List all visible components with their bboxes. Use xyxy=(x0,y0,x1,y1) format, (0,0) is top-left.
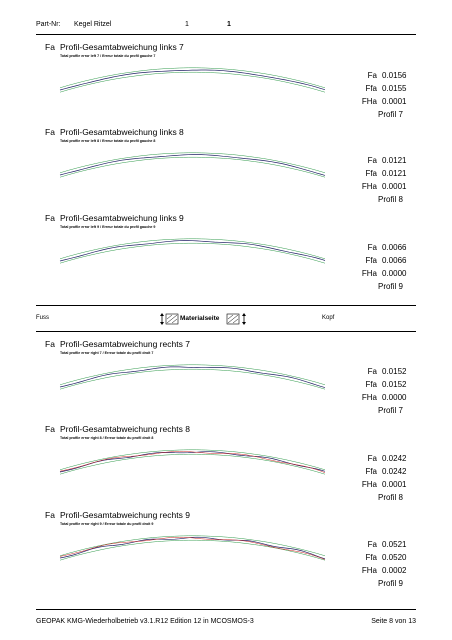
part-number-label: Part-Nr: xyxy=(36,21,61,28)
tolerance-upper-line xyxy=(60,536,325,556)
value-label: FHa xyxy=(361,182,377,191)
measured-profile-line xyxy=(60,367,325,388)
footer-program-info: GEOPAK KMG-Wiederholbetrieb v3.1.R12 Edition 12 in MCOSMOS-3 xyxy=(36,618,254,625)
material-side-label: Materialseite xyxy=(180,315,220,322)
value-label: Fa xyxy=(367,454,377,463)
material-side-indicator xyxy=(160,313,246,325)
value-number: 0.0121 xyxy=(382,169,407,178)
section-title xyxy=(45,127,184,137)
section-subtitle: Total profile error right 7 / Erreur totale du profil droit 7 xyxy=(60,351,154,355)
section-title xyxy=(45,213,184,223)
value-number: 0.0152 xyxy=(382,380,407,389)
middle-divider-top xyxy=(36,305,416,306)
section-title-text: Profil-Gesamtabweichung links 8 xyxy=(60,127,184,137)
profile-plot xyxy=(55,357,340,397)
measured-profile-line xyxy=(60,70,325,90)
section-title xyxy=(45,339,190,349)
profile-label: Profil 9 xyxy=(378,282,403,291)
tolerance-upper-line xyxy=(60,239,325,259)
value-number: 0.0001 xyxy=(382,97,407,106)
profile-label: Profil 7 xyxy=(378,406,403,415)
value-number: 0.0152 xyxy=(382,367,407,376)
value-label: Ffa xyxy=(365,256,377,265)
value-number: 0.0155 xyxy=(382,84,407,93)
value-number: 0.0121 xyxy=(382,156,407,165)
profile-label: Profil 7 xyxy=(378,110,403,119)
section-fa-label: Fa xyxy=(45,339,55,349)
section-title-text: Profil-Gesamtabweichung rechts 7 xyxy=(60,339,190,349)
value-number: 0.0066 xyxy=(382,256,407,265)
section-subtitle: Total profile error right 8 / Erreur totale du profil droit 8 xyxy=(60,436,154,440)
value-number: 0.0520 xyxy=(382,553,407,562)
value-number: 0.0001 xyxy=(382,480,407,489)
fuss-label: Fuss xyxy=(36,315,50,321)
section-fa-label: Fa xyxy=(45,127,55,137)
kopf-label: Kopf xyxy=(322,315,335,321)
section-title-text: Profil-Gesamtabweichung rechts 8 xyxy=(60,424,190,434)
value-label: FHa xyxy=(361,393,377,402)
value-label: Ffa xyxy=(365,467,377,476)
header-divider xyxy=(36,34,416,35)
tolerance-lower-line xyxy=(60,157,325,177)
value-number: 0.0001 xyxy=(382,182,407,191)
profile-label: Profil 8 xyxy=(378,195,403,204)
value-number: 0.0002 xyxy=(382,566,407,575)
section-title-text: Profil-Gesamtabweichung links 9 xyxy=(60,213,184,223)
value-number: 0.0000 xyxy=(382,269,407,278)
measured-profile-line xyxy=(60,241,325,261)
value-label: Fa xyxy=(367,71,377,80)
profile-label: Profil 8 xyxy=(378,493,403,502)
section-fa-label: Fa xyxy=(45,42,55,52)
value-label: FHa xyxy=(361,480,377,489)
section-title xyxy=(45,510,190,520)
tolerance-lower-line xyxy=(60,454,325,474)
profile-label: Profil 9 xyxy=(378,579,403,588)
profile-plot xyxy=(55,60,340,100)
tolerance-lower-line xyxy=(60,540,325,560)
value-label: Ffa xyxy=(365,84,377,93)
tolerance-upper-line xyxy=(60,68,325,88)
section-title-text: Profil-Gesamtabweichung rechts 9 xyxy=(60,510,190,520)
profile-plot xyxy=(55,231,340,271)
section-title xyxy=(45,424,190,434)
part-name: Kegel Ritzel xyxy=(74,21,112,28)
section-fa-label: Fa xyxy=(45,510,55,520)
value-label: Ffa xyxy=(365,553,377,562)
value-label: Fa xyxy=(367,243,377,252)
measured-profile-line xyxy=(60,155,325,176)
value-label: Fa xyxy=(367,367,377,376)
section-fa-label: Fa xyxy=(45,213,55,223)
error-profile-line xyxy=(60,537,325,559)
tolerance-lower-line xyxy=(60,243,325,263)
header-value-1: 1 xyxy=(185,21,189,28)
value-number: 0.0242 xyxy=(382,454,407,463)
value-number: 0.0156 xyxy=(382,71,407,80)
footer-page-number: Seite 8 von 13 xyxy=(371,618,416,625)
value-label: FHa xyxy=(361,566,377,575)
section-title xyxy=(45,42,184,52)
value-label: Ffa xyxy=(365,169,377,178)
section-title-text: Profil-Gesamtabweichung links 7 xyxy=(60,42,184,52)
tolerance-upper-line xyxy=(60,153,325,173)
footer-divider xyxy=(36,609,416,610)
value-number: 0.0521 xyxy=(382,540,407,549)
section-subtitle: Total profile error right 9 / Erreur totale du profil droit 9 xyxy=(60,522,154,526)
middle-divider-bottom xyxy=(36,331,416,332)
value-label: Fa xyxy=(367,540,377,549)
value-number: 0.0000 xyxy=(382,393,407,402)
value-number: 0.0242 xyxy=(382,467,407,476)
profile-plot xyxy=(55,442,340,482)
value-number: 0.0066 xyxy=(382,243,407,252)
section-fa-label: Fa xyxy=(45,424,55,434)
section-subtitle: Total profile error left 8 / Erreur totale du profil gauche 8 xyxy=(60,139,156,143)
tolerance-lower-line xyxy=(60,369,325,389)
value-label: Ffa xyxy=(365,380,377,389)
value-label: FHa xyxy=(361,97,377,106)
value-label: Fa xyxy=(367,156,377,165)
tolerance-lower-line xyxy=(60,72,325,92)
value-label: FHa xyxy=(361,269,377,278)
profile-plot xyxy=(55,145,340,185)
profile-plot xyxy=(55,528,340,568)
section-subtitle: Total profile error left 9 / Erreur totale du profil gauche 9 xyxy=(60,225,156,229)
header-value-2: 1 xyxy=(227,21,231,28)
section-subtitle: Total profile error left 7 / Erreur totale du profil gauche 7 xyxy=(60,54,156,58)
measured-profile-line xyxy=(60,452,325,472)
